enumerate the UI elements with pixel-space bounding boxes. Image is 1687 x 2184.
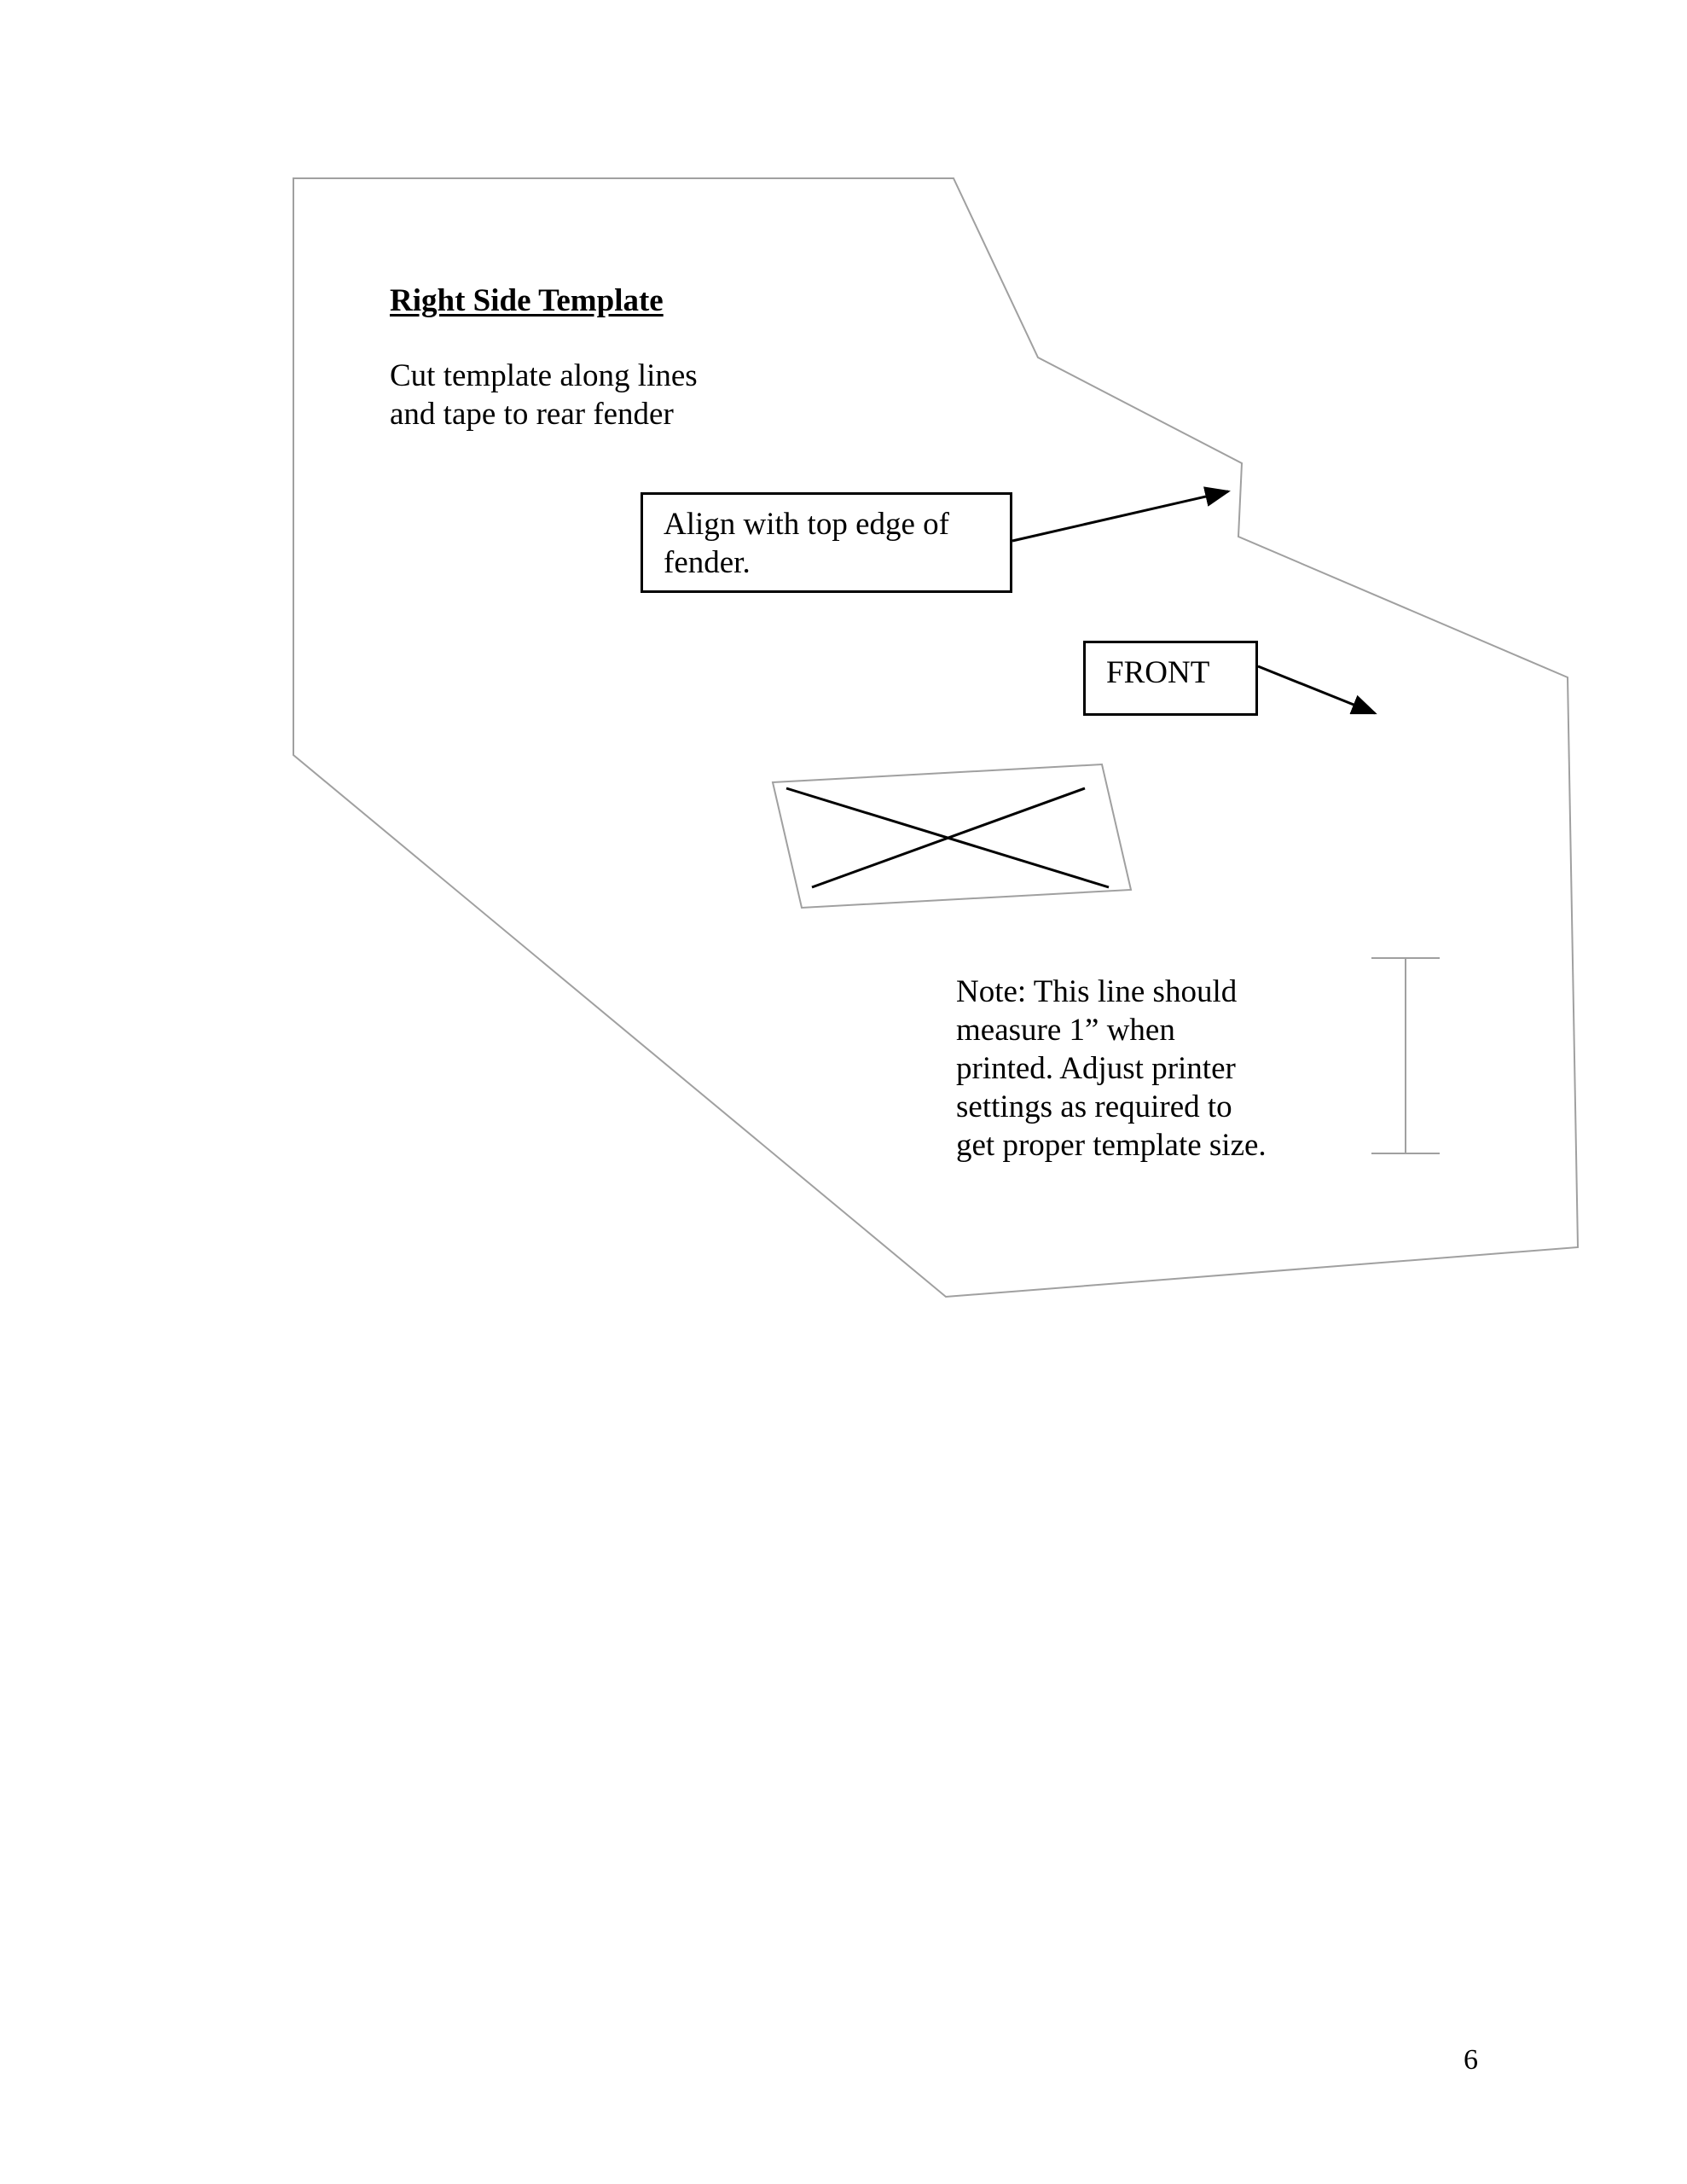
template-cut-outline [293, 178, 1578, 1297]
align-callout-box [641, 492, 1012, 593]
placement-x-line-2 [812, 788, 1085, 887]
calibration-note: Note: This line should measure 1” when printed. Adjust printer settings as required to get proper template size. [956, 974, 1267, 1163]
front-callout-text: FRONT [1106, 655, 1210, 690]
front-callout-box [1083, 641, 1258, 716]
align-callout-text: Align with top edge of fender. [664, 507, 950, 580]
page-title: Right Side Template [390, 283, 664, 318]
front-arrow [1258, 666, 1375, 713]
cut-instructions: Cut template along lines and tape to rear fender [390, 358, 698, 432]
page-number: 6 [1464, 2044, 1478, 2076]
align-arrow [1012, 491, 1228, 541]
calibration-line [1371, 958, 1440, 1153]
